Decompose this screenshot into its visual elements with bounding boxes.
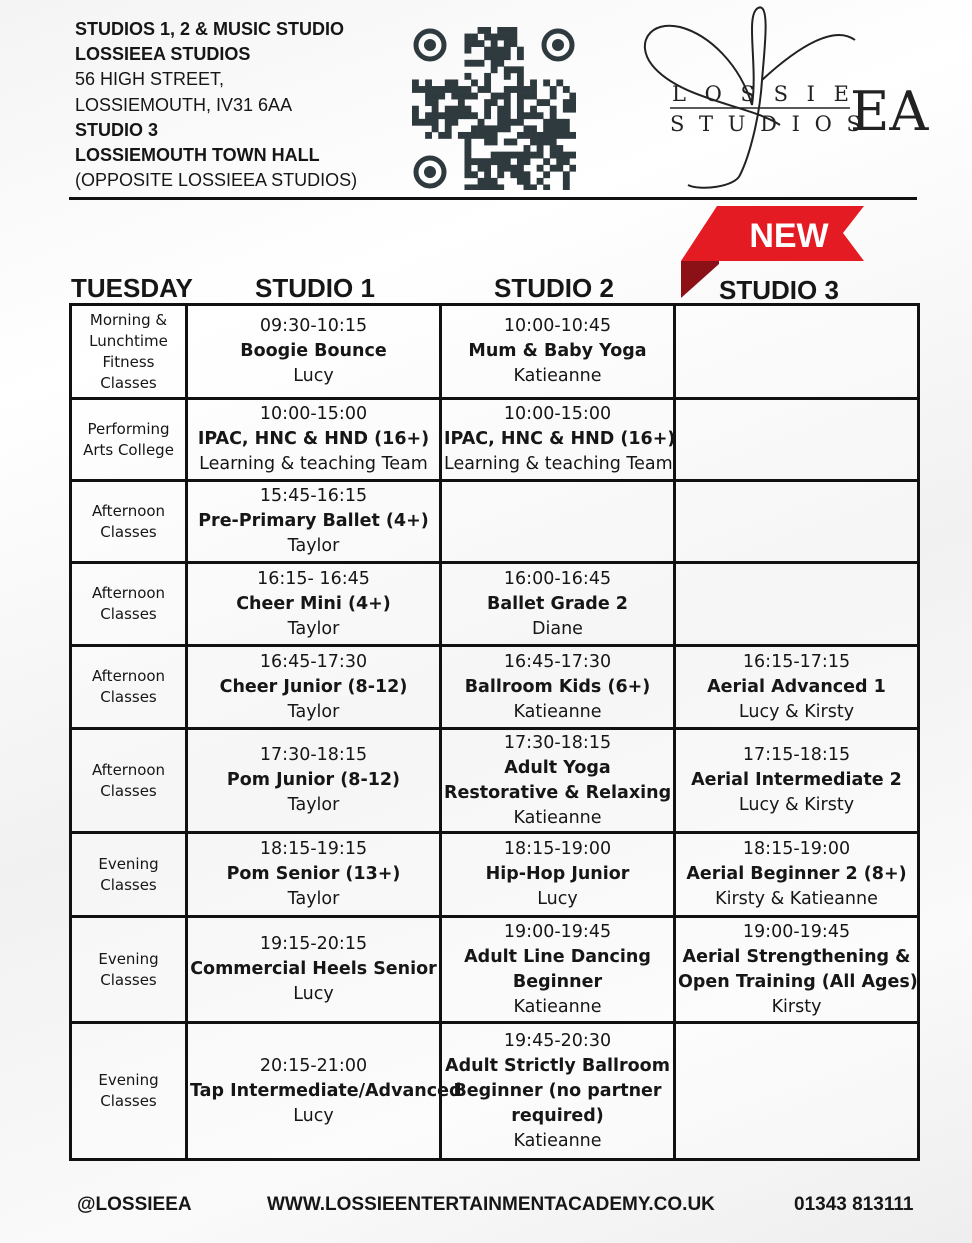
class-title: Boogie Bounce (240, 341, 387, 361)
address-line: LOSSIEEA STUDIOS (75, 44, 251, 65)
timetable-row (71, 563, 919, 646)
class-title: Ballroom Kids (6+) (464, 676, 651, 697)
logo-bottom-letters: S T U D I O S (670, 112, 865, 136)
class-time: 10:00-10:45 (503, 316, 612, 336)
class-cell (675, 833, 919, 917)
class-teacher: Lucy (537, 889, 578, 909)
class-cell (187, 1023, 462, 1160)
class-title: required) (511, 1105, 604, 1126)
class-teacher: Diane (532, 618, 583, 639)
class-title: Beginner (512, 971, 603, 992)
class-time: 19:15-20:15 (259, 934, 368, 954)
class-time: 16:45-17:30 (259, 651, 368, 672)
timetable-row (71, 833, 919, 917)
class-teacher: Katieanne (513, 996, 602, 1017)
class-time: 19:00-19:45 (742, 921, 851, 942)
class-title: Adult Strictly Ballroom (445, 1055, 670, 1076)
empty-cell (675, 563, 919, 646)
session-label: Evening Classes (71, 917, 187, 1023)
class-cell (441, 917, 675, 1023)
class-title: Commercial Heels Senior (190, 959, 437, 979)
class-cell (187, 399, 441, 481)
class-teacher: Katieanne (513, 807, 602, 828)
address-line: STUDIOS 1, 2 & MUSIC STUDIO (75, 19, 345, 39)
class-cell (441, 1023, 675, 1160)
class-title: Hip-Hop Junior (485, 864, 630, 884)
studio-1-heading: STUDIO 1 (255, 273, 375, 303)
class-title: Adult Line Dancing (464, 946, 651, 967)
class-title: Mum & Baby Yoga (468, 341, 647, 361)
class-time: 09:30-10:15 (259, 316, 368, 336)
class-title: Pom Junior (8-12) (226, 770, 401, 790)
class-title: Ballet Grade 2 (487, 593, 628, 614)
class-teacher: Taylor (287, 618, 340, 639)
class-title: Adult Yoga (504, 757, 611, 778)
timetable (69, 303, 920, 1161)
ribbon-label: NEW (749, 217, 829, 255)
address-line: LOSSIEMOUTH, IV31 6AA (75, 94, 293, 115)
class-title: Aerial Beginner 2 (8+) (686, 864, 907, 884)
session-label: Afternoon Classes (71, 563, 187, 646)
address-line: STUDIO 3 (75, 119, 159, 140)
timetable-row (71, 481, 919, 563)
class-teacher: Kirsty (771, 996, 822, 1017)
phone-number[interactable]: 01343 813111 (794, 1194, 914, 1215)
class-cell (675, 646, 919, 729)
class-teacher: Learning & teaching Team (444, 454, 673, 474)
class-cell (441, 646, 675, 729)
timetable-row (71, 729, 919, 833)
timetable-row (71, 1023, 919, 1160)
website-link[interactable]: WWW.LOSSIEENTERTAINMENTACADEMY.CO.UK (267, 1194, 715, 1215)
class-cell (441, 305, 675, 399)
address-line: 56 HIGH STREET, (75, 69, 225, 90)
class-title: IPAC, HNC & HND (16+) (444, 429, 676, 449)
class-time: 17:30-18:15 (503, 732, 612, 753)
studio-3-heading: STUDIO 3 (719, 275, 839, 305)
class-time: 18:15-19:00 (503, 839, 612, 859)
class-time: 19:45-20:30 (503, 1030, 612, 1051)
class-title: Open Training (All Ages) (678, 971, 918, 992)
class-time: 17:30-18:15 (259, 745, 368, 765)
address-line: (OPPOSITE LOSSIEEA STUDIOS) (75, 170, 358, 191)
session-label: Afternoon Classes (71, 646, 187, 729)
ribbon-fold (681, 261, 719, 298)
timetable-row (71, 399, 919, 481)
logo-top-letters: L O S S I E (672, 82, 855, 106)
lossieea-studios-logo (640, 5, 930, 190)
class-teacher: Taylor (287, 795, 340, 815)
class-cell (187, 481, 441, 563)
class-cell (441, 729, 675, 833)
class-title: Aerial Intermediate 2 (691, 770, 902, 790)
timetable-row (71, 646, 919, 729)
class-time: 15:45-16:15 (259, 486, 368, 506)
session-label: Afternoon Classes (71, 729, 187, 833)
class-title: Aerial Strengthening & (682, 946, 911, 967)
class-teacher: Lucy & Kirsty (738, 795, 855, 815)
empty-cell (675, 399, 919, 481)
class-cell (187, 729, 441, 833)
class-cell (441, 563, 675, 646)
class-time: 18:15-19:15 (259, 839, 368, 859)
class-cell (187, 917, 441, 1023)
class-teacher: Kirsty & Katieanne (715, 889, 878, 909)
class-teacher: Taylor (287, 889, 340, 909)
class-time: 10:00-15:00 (503, 404, 612, 424)
class-title: Pre-Primary Ballet (4+) (198, 511, 429, 531)
qr-code[interactable] (412, 27, 576, 190)
class-cell (441, 399, 675, 481)
class-time: 16:45-17:30 (503, 651, 612, 672)
class-teacher: Lucy & Kirsty (738, 701, 855, 722)
empty-cell (441, 481, 675, 563)
class-title: IPAC, HNC & HND (16+) (197, 429, 430, 449)
class-cell (187, 563, 441, 646)
address-block (75, 17, 357, 193)
studio-2-heading: STUDIO 2 (494, 273, 614, 303)
class-title: Cheer Mini (4+) (236, 593, 391, 614)
class-title: Beginner (no partner (453, 1080, 662, 1101)
class-teacher: Katieanne (513, 366, 602, 386)
timetable-row (71, 917, 919, 1023)
class-teacher: Lucy (293, 366, 334, 386)
class-cell (187, 646, 441, 729)
class-teacher: Lucy (293, 1105, 334, 1126)
class-time: 16:15- 16:45 (257, 568, 370, 589)
social-handle[interactable]: @LOSSIEEA (77, 1194, 192, 1215)
class-time: 16:00-16:45 (503, 568, 612, 589)
class-title: Pom Senior (13+) (226, 864, 401, 884)
class-time: 16:15-17:15 (742, 651, 851, 672)
class-teacher: Katieanne (513, 1130, 602, 1151)
session-label: Afternoon Classes (71, 481, 187, 563)
class-title: Aerial Advanced 1 (707, 676, 886, 697)
session-label: Performing Arts College (71, 399, 187, 481)
class-title: Restorative & Relaxing (444, 782, 672, 803)
class-teacher: Katieanne (513, 701, 602, 722)
session-label: Evening Classes (71, 833, 187, 917)
class-title: Cheer Junior (8-12) (219, 676, 408, 697)
empty-cell (675, 1023, 919, 1160)
address-line: LOSSIEMOUTH TOWN HALL (75, 145, 320, 166)
class-teacher: Learning & teaching Team (199, 454, 428, 474)
class-cell (675, 917, 919, 1023)
class-time: 20:15-21:00 (259, 1055, 368, 1076)
class-cell (187, 305, 441, 399)
session-label: Morning & Lunchtime Fitness Classes (71, 305, 187, 399)
class-cell (187, 833, 441, 917)
class-teacher: Taylor (287, 536, 340, 556)
class-time: 17:15-18:15 (742, 745, 851, 765)
timetable-row (71, 305, 919, 399)
class-time: 19:00-19:45 (503, 921, 612, 942)
class-cell (675, 729, 919, 833)
empty-cell (675, 305, 919, 399)
logo-ea: EA (850, 80, 929, 143)
timetable-body (71, 305, 919, 1160)
empty-cell (675, 481, 919, 563)
class-time: 10:00-15:00 (259, 404, 368, 424)
class-cell (441, 833, 675, 917)
class-teacher: Taylor (287, 701, 340, 722)
class-title: Tap Intermediate/Advanced (190, 1080, 462, 1101)
day-heading: TUESDAY (71, 273, 193, 303)
session-label: Evening Classes (71, 1023, 187, 1160)
class-time: 18:15-19:00 (742, 839, 851, 859)
class-teacher: Lucy (293, 984, 334, 1004)
header-divider (69, 197, 917, 200)
